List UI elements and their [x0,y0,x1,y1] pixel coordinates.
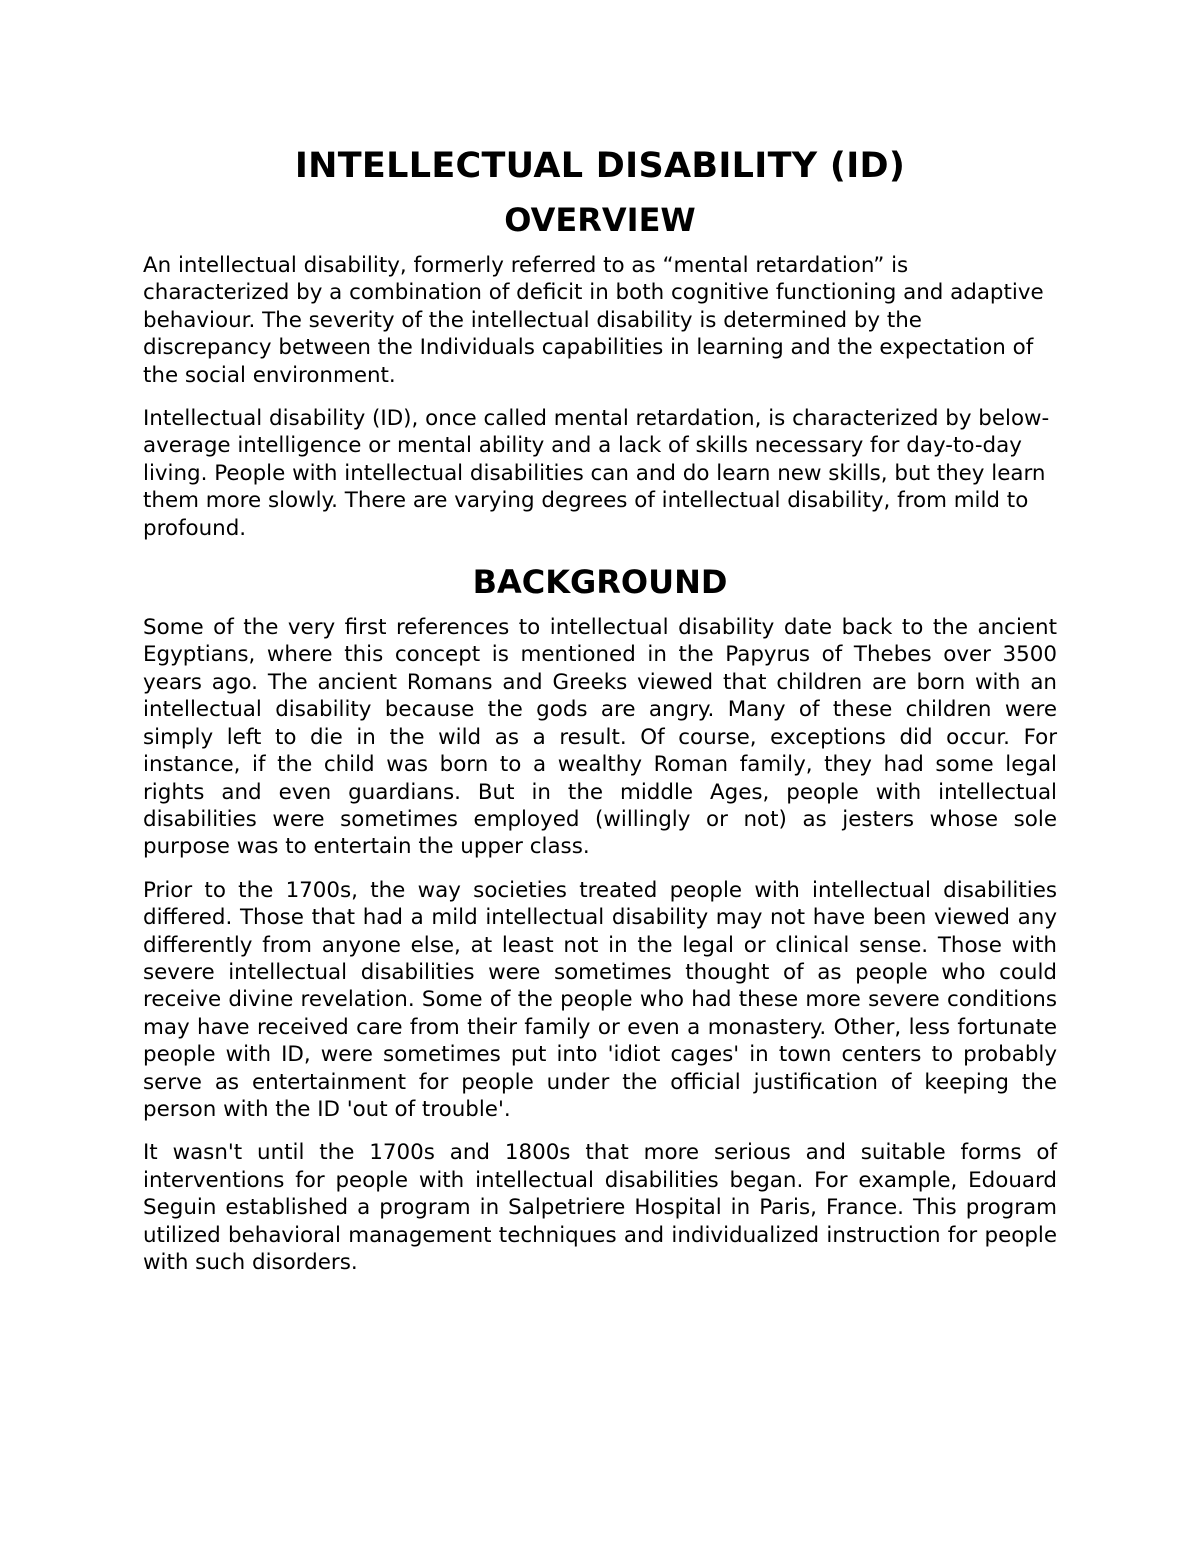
paragraph-overview-2: Intellectual disability (ID), once called mental retardation, is characterized by below-average intelligence or mental ability and a lack of skills necessary for day-to-day living. People with intellectual disabilities can and do learn new skills, but they learn them more slowly. There are varying degrees of intellectual disability, from mild to profound. [143,406,1050,541]
document-title: INTELLECTUAL DISABILITY (ID) [294,146,906,186]
document-page [143,140,1057,1276]
paragraph-background-3: It wasn't until the 1700s and 1800s that more serious and suitable forms of interventions for people with intellectual disabilities began. For example, Edouard Seguin established a program in Salpetriere Hospital in Paris, France. This program utilized behavioral management techniques and individualized instruction for people with such disorders. [143,1140,1057,1275]
paragraph-overview-1: An intellectual disability, formerly referred to as “mental retardation” is characterized by a combination of deficit in both cognitive functioning and adaptive behaviour. The severity of the intellectual disability is determined by the discrepancy between the Individuals capabilities in learning and the expectation of the social environment. [143,253,1044,388]
section-heading-background: BACKGROUND [472,563,728,602]
paragraph-background-2: Prior to the 1700s, the way societies treated people with intellectual disabilities differed. Those that had a mild intellectual disability may not have been viewed any differently from anyone else, at least not in the legal or clinical sense. Those with severe intellectual disabilities were sometimes thought of as people who could receive divine revelation. Some of the people who had these more severe conditions may have received care from their family or even a monastery. Other, less fortunate people with ID, were sometimes put into 'idiot cages' in town centers to probably serve as entertainment for people under the official justification of keeping the person with the ID 'out of trouble'. [143,877,1057,1122]
paragraph-background-1: Some of the very first references to intellectual disability date back to the ancient Egyptians, where this concept is mentioned in the Papyrus of Thebes over 3500 years ago. The ancient Romans and Greeks viewed that children are born with an intellectual disability because the gods are angry. Many of these children were simply left to die in the wild as a result. Of course, exceptions did occur. For instance, if the child was born to a wealthy Roman family, they had some legal rights and even guardians. But in the middle Ages, people with intellectual disabilities were sometimes employed (willingly or not) as jesters whose sole purpose was to entertain the upper class. [143,615,1057,860]
section-heading-overview: OVERVIEW [504,201,696,239]
